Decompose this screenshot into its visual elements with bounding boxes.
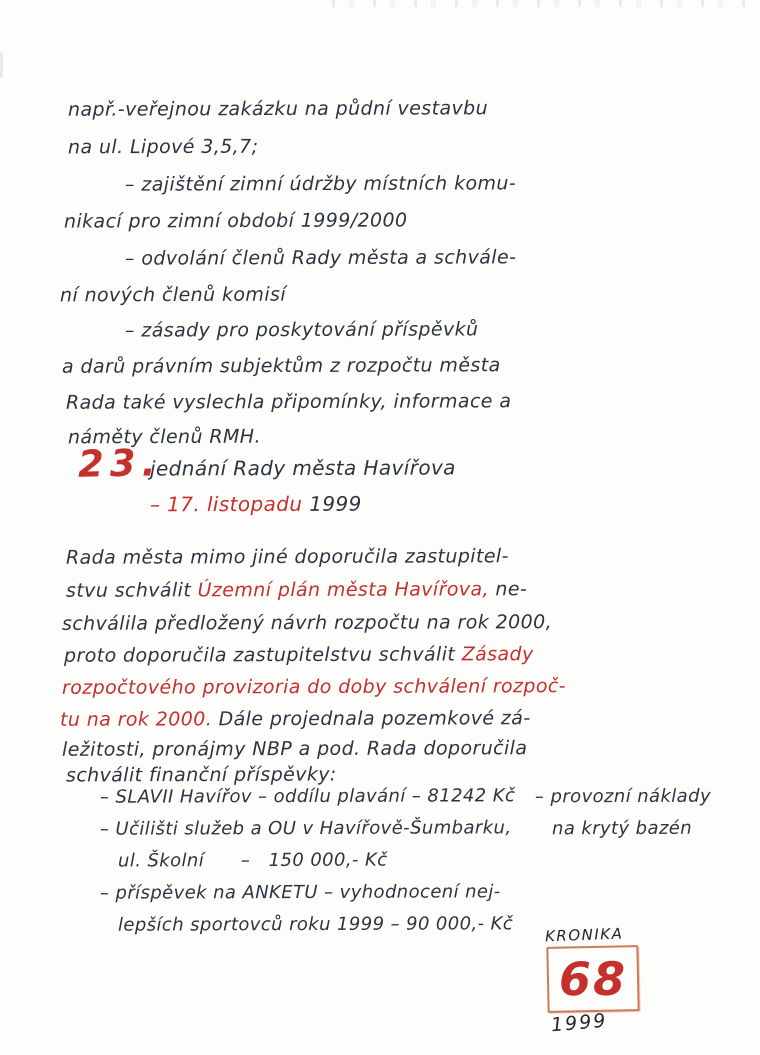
- handwritten-line: [64, 645, 534, 666]
- handwritten-line: ležitosti, pronájmy NBP a pod. Rada doporučila: [61, 737, 528, 761]
- list-item-school-line2: ul. Školní – 150 000,- Kč: [117, 849, 388, 872]
- handwritten-line: [66, 580, 527, 601]
- page-number-box: [546, 945, 639, 1013]
- highlighted-text-budget-rules: Zásady: [461, 643, 534, 666]
- handwritten-line: – zajištění zimní údržby místních komu-: [124, 172, 517, 196]
- handwritten-line: ní nových členů komisí: [59, 283, 287, 307]
- handwritten-line: např.-veřejnou zakázku na půdní vestavbu: [67, 97, 489, 121]
- list-item-anketa-line2: lepších sportovců roku 1999 – 90 000,- Kč: [117, 913, 514, 936]
- handwritten-line: nikací pro zimní období 1999/2000: [63, 209, 408, 233]
- handwritten-line: Rada také vyslechla připomínky, informace a: [65, 390, 512, 414]
- highlighted-text-territorial-plan: Územní plán města Havířova,: [197, 578, 490, 602]
- section-title: jednání Rady města Havířova: [149, 455, 456, 481]
- margin-note-line: – provozní náklady: [534, 785, 712, 808]
- handwritten-line: schválit finanční příspěvky:: [65, 763, 337, 787]
- handwritten-line-highlighted: rozpočtového provizoria do doby schválení rozpoč-: [61, 675, 567, 699]
- section-number: 23.: [77, 441, 162, 486]
- highlighted-text-budget-rules-end: tu na rok 2000.: [59, 708, 213, 731]
- text-segment: proto doporučila zastupitelstvu schválit: [63, 643, 462, 667]
- handwritten-line: na ul. Lipové 3,5,7;: [67, 135, 259, 159]
- handwritten-line: Rada města mimo jiné doporučila zastupitel-: [65, 545, 509, 569]
- handwritten-line: schválila předložený návrh rozpočtu na rok 2000,: [61, 611, 553, 635]
- page-number: 68: [558, 951, 628, 1007]
- handwritten-line: – zásady pro poskytování příspěvků: [124, 318, 479, 342]
- section-date-year: 1999: [309, 491, 362, 516]
- list-item-slavia: – SLAVII Havířov – oddílu plavání – 81242 Kč: [99, 785, 516, 808]
- text-segment: stvu schválit: [65, 579, 198, 602]
- kronika-label: KRONIKA: [544, 924, 624, 946]
- scan-artifact-top-edge: [332, 0, 752, 7]
- handwritten-line: náměty členů RMH.: [67, 425, 261, 449]
- handwritten-line: – odvolání členů Rady města a schvále-: [124, 246, 517, 270]
- handwritten-line: [60, 709, 531, 730]
- section-date: – 17. listopadu: [149, 491, 310, 517]
- handwritten-line: a darů právním subjektům z rozpočtu města: [61, 354, 501, 378]
- text-segment: Dále projednala pozemkové zá-: [212, 707, 531, 731]
- list-item-anketa-line1: – příspěvek na ANKETU – vyhodnocení nej-: [99, 881, 501, 904]
- margin-note-line: na krytý bazén: [551, 817, 693, 840]
- year-label: 1999: [550, 1009, 609, 1037]
- text-segment: ne-: [488, 578, 528, 601]
- list-item-school-line1: – Učilišti služeb a OU v Havířově-Šumbarku,: [99, 817, 512, 840]
- scan-artifact-left-edge: [0, 52, 3, 78]
- section-date-line: [149, 491, 362, 517]
